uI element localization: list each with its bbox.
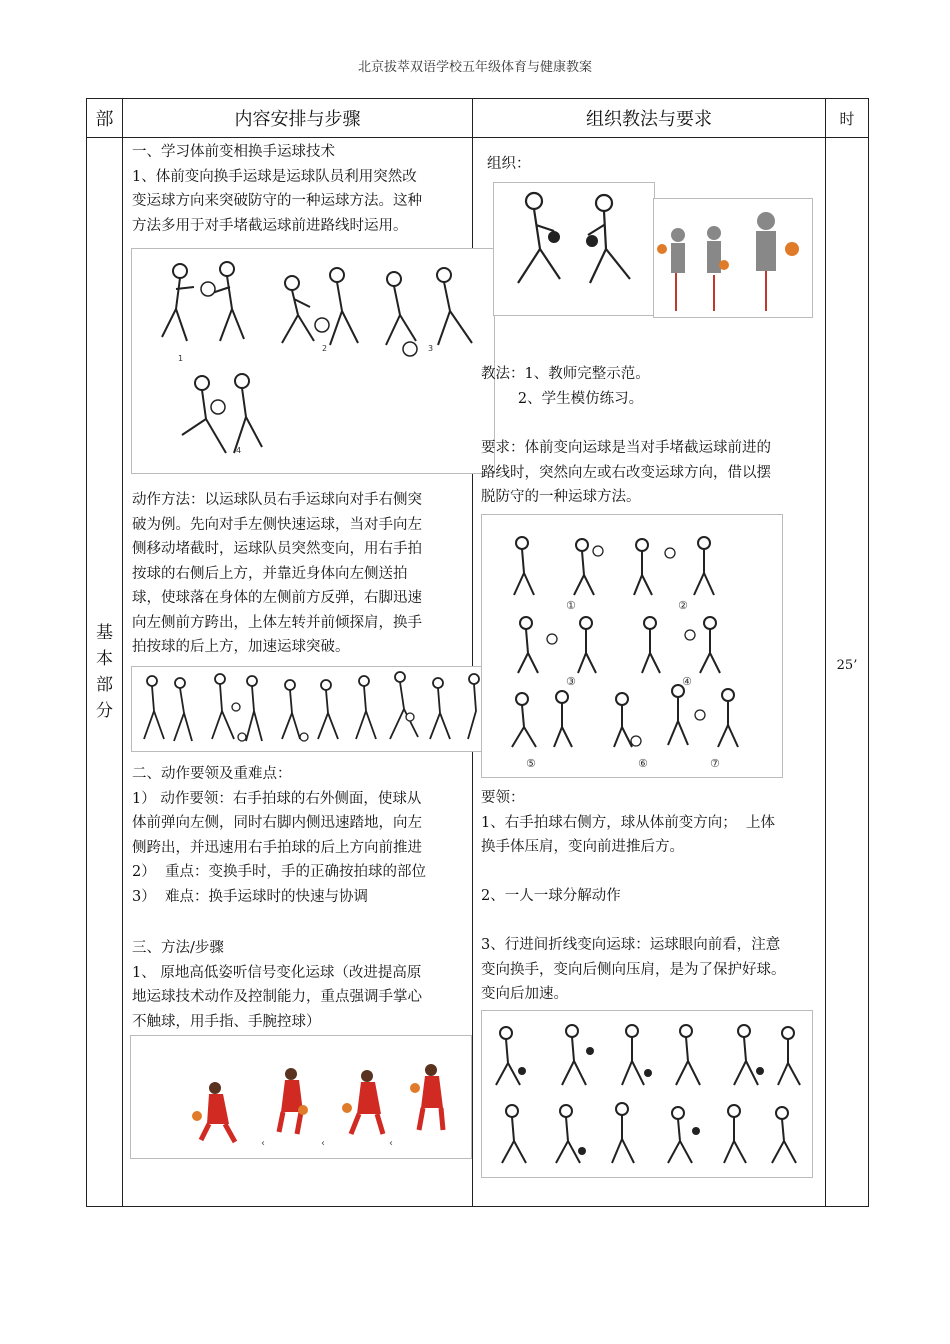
section-label-char: 基	[96, 623, 113, 643]
svg-text:‹: ‹	[261, 1138, 265, 1149]
page-header: 北京拔萃双语学校五年级体育与健康教案	[357, 60, 592, 75]
zigzag-dribble-svg	[482, 1011, 812, 1177]
demo-pair-svg	[494, 183, 654, 315]
col-header-time: 时	[826, 99, 869, 138]
col-header-section: 部	[87, 99, 123, 138]
section-label-char: 本	[96, 649, 113, 669]
teaching-method-text: 教法：1、教师完整示范。 2、学生模仿练习。	[481, 366, 650, 407]
content-intro-text: 一、学习体前变相换手运球技术 1、体前变向换手运球是运球队员利用突然改 变运球方向来突破防守的一种运球方法。这种 方法多用于对手堵截运球前进路线时运用。	[132, 144, 422, 234]
method-steps-text: 三、方法/步骤 1、 原地高低姿听信号变化运球（改进提高原 地运球技术动作及控制能力，重点强调手掌心 不触球，用手指、手腕控球）	[132, 940, 422, 1030]
figure-crossover-sequence	[131, 248, 495, 474]
crossover-figures-svg	[132, 249, 494, 473]
essentials-text: 要领： 1、右手拍球右侧方，球从体前变方向； 上体 换手体压肩，变向前进推后方。 2、一人一球分解动作 3、行进间折线变向运球：运球眼向前看，注意 变向换手，变向后侧向压肩，是为了保护好球。 变向后加速。	[481, 790, 786, 1002]
fig6-label-2: ②	[678, 599, 688, 612]
fig6-label-1: ①	[566, 599, 576, 612]
method-cell	[473, 138, 826, 1207]
fig1-label-3: 3	[428, 344, 434, 353]
action-method-text: 动作方法：以运球队员右手运球向对手右侧突 破为例。先向对手左侧快速运球，当对手向左 侧移动堵截时，运球队员突然变向，用右手拍 按球的右侧后上方，并靠近身体向左侧送拍 球，使球落在身体的左侧前方反弹，右脚迅速 向左侧前方跨出，上体左转并前倾探肩，换手 拍按球的后上方，加速运球突破。	[132, 492, 422, 655]
section-label	[95, 620, 115, 724]
section-label-cell	[87, 138, 123, 1207]
time-cell	[826, 138, 869, 1207]
figure-crossover-strip	[131, 666, 483, 752]
time-value: 25’	[836, 658, 858, 673]
lesson-plan-table	[86, 98, 869, 1207]
svg-text:‹: ‹	[389, 1138, 393, 1149]
dribbling-players-svg	[131, 1036, 471, 1158]
fig6-label-3: ③	[566, 675, 576, 688]
requirement-text: 要求：体前变向运球是当对手堵截运球前进的 路线时，突然向左或右改变运球方向，借以摆 脱防守的一种运球方法。	[481, 440, 771, 505]
key-points-text: 二、动作要领及重难点： 1） 动作要领：右手拍球的右外侧面，使球从 体前弹向左侧，同时右脚内侧迅速踏地，向左 侧跨出，并迅速用右手拍球的后上方向前推进 2） 重点：变换手时，手的正确按拍球的部位 3） 难点：换手运球时的快速与协调	[132, 766, 426, 905]
figure-zigzag-dribble	[481, 1010, 813, 1178]
fig1-label-4: 4	[236, 446, 242, 455]
svg-text:‹: ‹	[321, 1138, 325, 1149]
crossover-strip-svg	[132, 667, 482, 751]
fig1-label-1: 1	[178, 354, 184, 363]
section-label-char: 分	[96, 701, 113, 721]
fig1-label-2: 2	[322, 344, 328, 353]
content-cell	[123, 138, 473, 1207]
figure-demo-sequence	[653, 198, 813, 318]
figure-numbered-steps	[481, 514, 783, 778]
figure-dribbling-players	[130, 1035, 472, 1159]
col-header-content: 内容安排与步骤	[123, 99, 473, 138]
figure-demo-pair	[493, 182, 655, 316]
col-header-method: 组织教法与要求	[473, 99, 826, 138]
section-label-char: 部	[96, 675, 113, 695]
fig6-label-5: ⑤	[526, 757, 536, 770]
organization-label: 组织：	[487, 156, 531, 172]
fig6-label-6: ⑥	[638, 757, 648, 770]
fig6-label-7: ⑦	[710, 757, 720, 770]
fig6-label-4: ④	[682, 675, 692, 688]
numbered-steps-svg	[482, 515, 782, 777]
demo-sequence-svg	[654, 199, 812, 317]
